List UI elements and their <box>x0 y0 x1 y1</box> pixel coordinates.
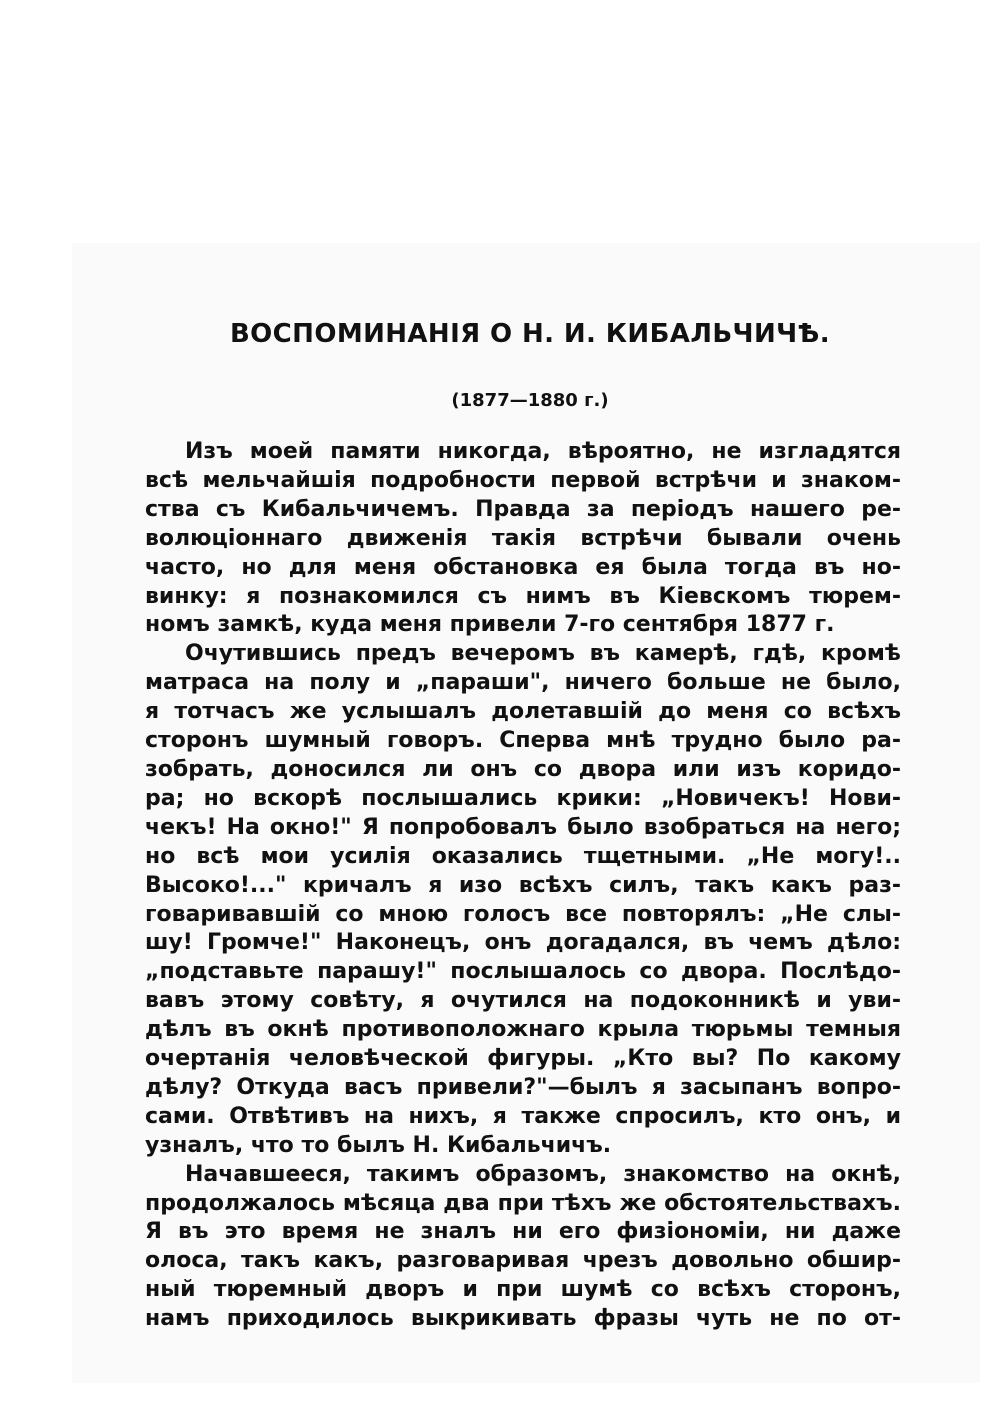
text-line: Очутившись предъ вечеромъ въ камерѣ, гдѣ, кромѣ <box>185 641 901 667</box>
text-line: я тотчасъ же услышалъ долетавшій до меня со всѣхъ <box>145 699 901 725</box>
text-line: зобрать, доносился ли онъ со двора или изъ коридо- <box>145 756 901 782</box>
text-line: всѣ мельчайшія подробности первой встрѣчи и знаком- <box>145 467 901 493</box>
text-line: ный тюремный дворъ и при шумѣ со всѣхъ сторонъ, <box>145 1277 901 1303</box>
date-range-subtitle: (1877—1880 г.) <box>451 390 609 411</box>
text-line: часто, но для меня обстановка ея была тогда въ но- <box>145 554 901 580</box>
text-line: очертанія человѣческой фигуры. „Кто вы? По какому <box>145 1046 901 1072</box>
text-line: вавъ этому совѣту, я очутился на подоконникѣ и уви- <box>145 988 901 1014</box>
text-line: „подставьте парашу!" послышалось со двора. Послѣдо- <box>145 959 901 985</box>
text-line: говаривавшій со мною голосъ все повторялъ: „Не слы- <box>145 901 901 927</box>
text-line: Начавшееся, такимъ образомъ, знакомство на окнѣ, <box>185 1161 901 1187</box>
text-line: узналъ, что то былъ Н. Кибальчичъ. <box>145 1132 612 1158</box>
body-text <box>145 438 901 1334</box>
text-line: ра; но вскорѣ послышались крики: „Новичекъ! Нови- <box>145 785 901 811</box>
text-line: дѣлу? Откуда васъ привели?"—былъ я засыпанъ вопро- <box>145 1074 901 1100</box>
text-line: винку: я познакомился съ нимъ въ Кіевскомъ тюрем- <box>145 583 901 609</box>
text-line: чекъ! На окно!" Я попробовалъ было взобраться на него; <box>145 814 901 840</box>
text-line: намъ приходилось выкрикивать фразы чуть не по от- <box>145 1306 901 1332</box>
text-line: ства съ Кибальчичемъ. Правда за періодъ нашего ре- <box>145 496 901 522</box>
text-line: номъ замкѣ, куда меня привели 7-го сентября 1877 г. <box>145 612 835 638</box>
text-line: продолжалось мѣсяца два при тѣхъ же обстоятельствахъ. <box>145 1190 901 1216</box>
text-line: Я въ это время не зналъ ни его физіономіи, ни даже <box>145 1219 901 1245</box>
text-line: сторонъ шумный говоръ. Сперва мнѣ трудно было ра- <box>145 728 901 754</box>
text-line: матраса на полу и „параши", ничего больше не было, <box>145 670 901 696</box>
page-title: ВОСПОМИНАНІЯ О Н. И. КИБАЛЬЧИЧѢ. <box>229 319 831 349</box>
text-line: Изъ моей памяти никогда, вѣроятно, не изгладятся <box>185 439 901 464</box>
paragraph-3 <box>145 1161 901 1334</box>
text-line: олоса, такъ какъ, разговаривая чрезъ довольно обшир- <box>145 1248 901 1274</box>
text-line: шу! Громче!" Наконецъ, онъ догадался, въ чемъ дѣло: <box>145 930 901 956</box>
text-line: Высоко!..." кричалъ я изо всѣхъ силъ, такъ какъ раз- <box>145 872 901 898</box>
text-line: волюціоннаго движенія такія встрѣчи бывали очень <box>145 525 901 551</box>
paragraph-1 <box>145 438 901 640</box>
text-line: сами. Отвѣтивъ на нихъ, я также спросилъ, кто онъ, и <box>145 1103 901 1129</box>
text-line: дѣлъ въ окнѣ противоположнаго крыла тюрьмы темныя <box>145 1017 901 1043</box>
paragraph-2 <box>145 640 901 1160</box>
text-line: но всѣ мои усилія оказались тщетными. „Не могу!.. <box>145 843 901 869</box>
